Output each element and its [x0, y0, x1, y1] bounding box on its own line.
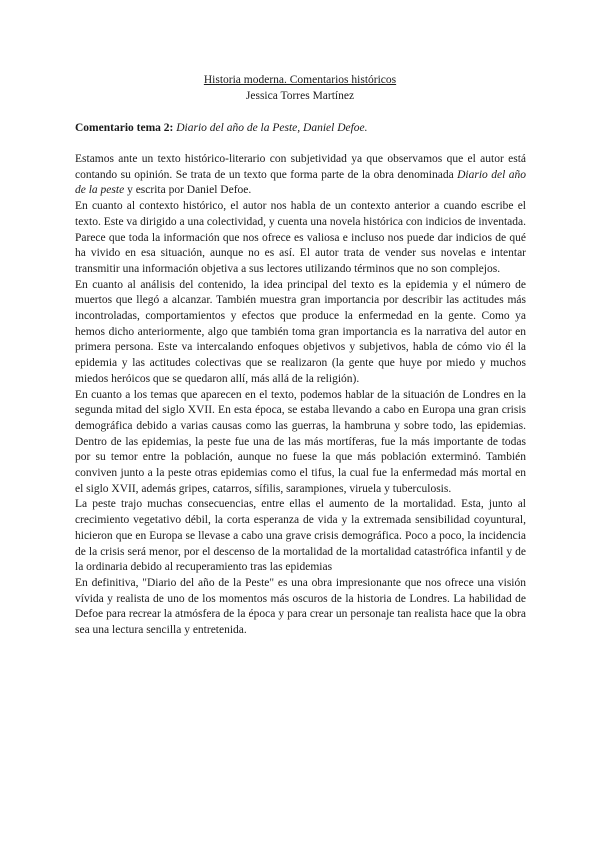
heading-work-title: Diario del año de la Peste, Daniel Defoe. — [176, 122, 368, 134]
paragraph-intro-text-b: y escrita por Daniel Defoe. — [124, 184, 252, 197]
paragraph-intro-text-a: Estamos ante un texto histórico-literario con subjetividad ya que observamos que el autor está contando su opinión. Se trata de un texto que forma parte de la obra denominada — [75, 153, 526, 181]
section-heading — [75, 121, 535, 136]
paragraph-context: En cuanto al contexto histórico, el autor nos habla de un contexto anterior a cuando escribe el texto. Este va dirigido a una colectividad, y cuenta una novela histórica con indicios de inventada. Parece que toda la información que nos ofrece es valiosa e incluso nos puede dar indicios de qué ha vivido en esa situación, aunque no es así. El autor trata de vender sus novelas e intentar transmitir una información objetiva a sus lectores utilizando términos que no son complejos. — [75, 200, 526, 275]
paragraph-intro — [75, 152, 526, 199]
paragraph-intro-book-title: Diario del año de la peste — [75, 168, 526, 197]
paragraph-consequences: La peste trajo muchas consecuencias, entre ellas el aumento de la mortalidad. Esta, junto al crecimiento vegetativo débil, la corta esperanza de vida y la extremada sensibilidad coyuntural, hicieron que en Europa se llevase a cabo una grave crisis demográfica. Poco a poco, la incidencia de la crisis será menor, por el descenso de la mortalidad de la mortalidad catastrófica infantil y de la ordinaria debido al recuperamiento tras las epidemias — [75, 498, 526, 574]
document-body — [75, 152, 526, 639]
document-title: Historia moderna. Comentarios históricos — [203, 74, 397, 86]
paragraph-content-analysis: En cuanto al análisis del contenido, la idea principal del texto es la epidemia y el número de muertos que llegó a alcanzar. También muestra gran importancia por describir las actitudes más incontroladas, comportamientos y efectos que produce la enfermedad en la gente. Como ya hemos dicho anteriormente, algo que también toma gran importancia es la narrativa del autor en primera persona. Este va intercalando enfoques objetivos y subjetivos, habla de cómo vio él la epidemia y las actitudes colectivas que se realizaron (la gente que huye por miedo y muchos miedos heróicos que se quedaron allí, más allá de la religión). — [75, 278, 526, 385]
paragraph-conclusion: En definitiva, "Diario del año de la Peste" es una obra impresionante que nos ofrece una visión vívida y realista de uno de los momentos más oscuros de la historia de Londres. La habilidad de Defoe para recrear la atmósfera de la época y para crear un personaje tan realista hace que la obra sea una lectura sencilla y entretenida. — [75, 576, 526, 637]
paragraph-themes: En cuanto a los temas que aparecen en el texto, podemos hablar de la situación de Londres en la segunda mitad del siglo XVII. En esta época, se estaba llevando a cabo en Europa una gran crisis demográfica debido a varias causas como las guerras, la hambruna y sobre todo, las epidemias. Dentro de las epidemias, la peste fue una de las más mortíferas, fue la más importante de todas por su temor entre la población, aunque no fuese la que más población exterminó. También conviven junto a la peste otras epidemias como el tifus, la cual fue la enfermedad más mortal en el siglo XVII, además gripes, catarros, sífilis, sarampiones, viruela y tuberculosis. — [75, 388, 526, 495]
document-author: Jessica Torres Martínez — [245, 90, 355, 102]
heading-label: Comentario tema 2: — [75, 122, 174, 134]
